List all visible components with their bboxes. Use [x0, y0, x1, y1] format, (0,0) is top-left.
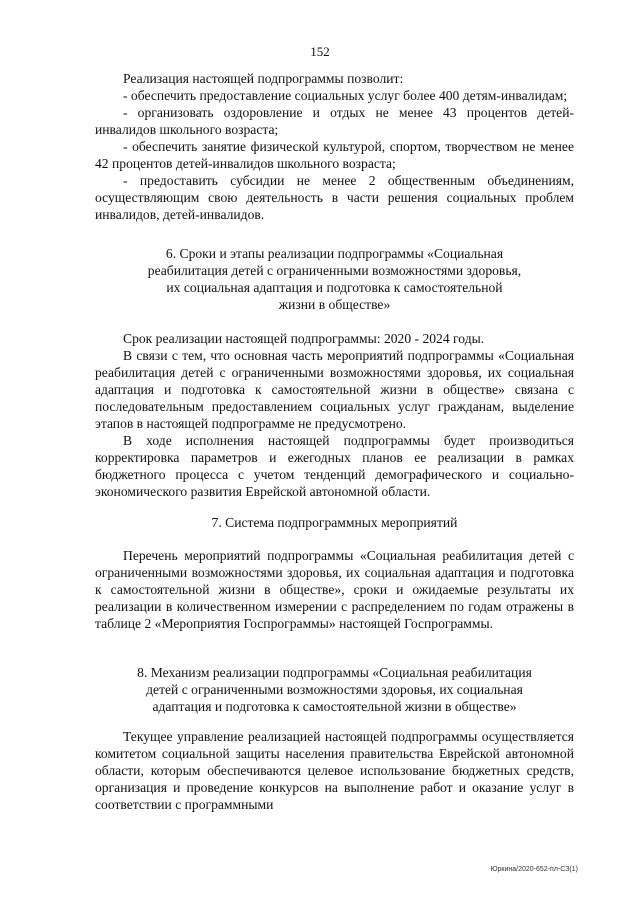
intro-item: - обеспечить предоставление социальных услуг более 400 детям-инвалидам;: [123, 88, 568, 103]
section-6-body: [95, 330, 574, 500]
heading-line: 6. Сроки и этапы реализации подпрограммы «Социальная: [165, 246, 504, 261]
intro-item: - предоставить субсидии не менее 2 общественным объединениям, осуществляющим свою деятельность в части решения социальных проблем инвалидов, детей-инвалидов.: [95, 173, 574, 222]
section-7-body: [95, 547, 574, 632]
section-6-heading: [95, 245, 574, 313]
footer-reference: Юркина/2020-652-пл-СЗ(1): [490, 866, 578, 873]
paragraph: В ходе исполнения настоящей подпрограммы будет производиться корректировка параметров и ежегодных планов ее реализации в рамках бюджетного процесса с учетом тенденций демографического и социально-экономического развития Еврейской автономной области.: [95, 433, 574, 499]
paragraph: Срок реализации настоящей подпрограммы: 2020 - 2024 годы.: [123, 331, 485, 346]
heading-line: 8. Механизм реализации подпрограммы «Социальная реабилитация: [137, 665, 532, 680]
intro-item: - обеспечить занятие физической культурой, спортом, творчеством не менее 42 процентов детей-инвалидов школьного возраста;: [95, 139, 574, 171]
page-number: 152: [310, 44, 330, 59]
paragraph: Текущее управление реализацией настоящей подпрограммы осуществляется комитетом социальной защиты населения правительства Еврейской автономной области, которым обеспечиваются целевое использование бюджетных средств, организация и проведение конкурсов на выполнение работ и оказание услуг в соответствии с программными: [95, 729, 574, 812]
intro-lead: Реализация настоящей подпрограммы позволит:: [123, 71, 404, 86]
intro-item: - организовать оздоровление и отдых не менее 43 процентов детей-инвалидов школьного возраста;: [95, 105, 574, 137]
heading-line: их социальная адаптация и подготовка к самостоятельной: [166, 280, 503, 295]
intro-block: [95, 70, 574, 223]
section-8-heading: [95, 664, 574, 715]
section-7-heading: 7. Система подпрограммных мероприятий: [211, 515, 458, 530]
heading-line: реабилитация детей с ограниченными возможностями здоровья,: [147, 263, 522, 278]
section-8-body: [95, 728, 574, 813]
paragraph: Перечень мероприятий подпрограммы «Социальная реабилитация детей с ограниченными возможностями здоровья, их социальная адаптация и подготовка к самостоятельной жизни в обществе», сроки и ожидаемые результаты их реализации в количественном измерении с распределением по годам отражены в таблице 2 «Мероприятия Госпрограммы» настоящей Госпрограммы.: [95, 548, 574, 631]
heading-line: детей с ограниченными возможностями здоровья, их социальная: [146, 682, 523, 697]
heading-line: адаптация и подготовка к самостоятельной жизни в обществе»: [152, 699, 517, 714]
paragraph: В связи с тем, что основная часть мероприятий подпрограммы «Социальная реабилитация детей с ограниченными возможностями здоровья, их социальная адаптация и подготовка к самостоятельной жизни в обществе» связана с последовательным предоставлением социальных услуг гражданам, выделение этапов в настоящей подпрограмме не предусмотрено.: [95, 348, 574, 431]
heading-line: жизни в обществе»: [278, 297, 391, 312]
